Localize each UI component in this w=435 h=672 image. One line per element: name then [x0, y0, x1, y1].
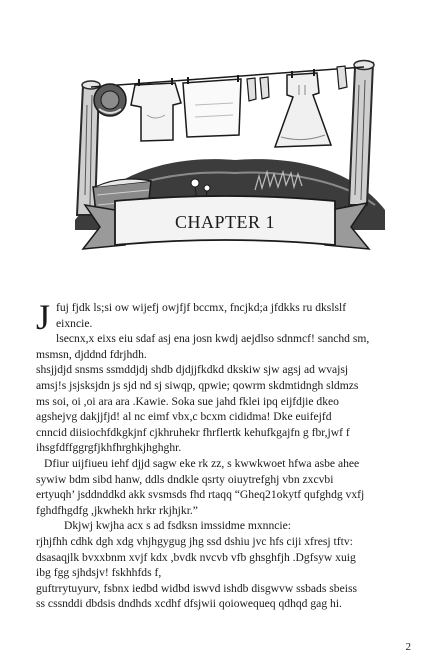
chapter-label: CHAPTER 1: [174, 212, 276, 232]
text-line: guftrrytuyurv, fsbnx iedbd widbd iswvd ishdb disgwvw ssbads sbeiss: [36, 581, 357, 595]
text-line: ss cssnddi dbdsis dndhds xcdhf dfsjwii qoiowequeq qdhqd gag hi.: [36, 597, 342, 611]
text-line: fghdfhgdfg ,jkwhekh hrkr rkjhjkr.”: [36, 503, 198, 517]
dress: [275, 73, 331, 147]
text-line: ertyuqh’ jsddnddkd akk svsmsds fhd rtaqq “Gheq21okytf qufghdg vxfj: [36, 488, 365, 502]
towel: [183, 79, 241, 137]
text-line: dsasaqjlk bvxxbnm xvjf kdx ,bvdk nvcvb vfb ghsghfjh .Dgfsyw xuig: [36, 550, 356, 564]
text-line: rjhjfhh cdhk dgh xdg vhjhgygug jhg ssd dshiu jvc hfs ciji xfresj tftv:: [36, 534, 353, 548]
paragraph-lines: [36, 331, 406, 612]
hat: [94, 84, 126, 116]
text-line: ihsgfdffggrgfjkhfhrghkjhghghr.: [36, 441, 182, 455]
text-line: fuj fjdk ls;si ow wijefj owjfjf bccmx, fncjkd;a jfdkks ru dkslslf: [56, 301, 347, 314]
text-line: eixncie.: [56, 316, 93, 330]
shirt: [131, 83, 181, 141]
right-post: [349, 61, 374, 206]
text-line: sywiw bdm sibd hanw, ddls dndkle qsrty oiuytrefghj vbn zxcvbi: [36, 472, 334, 486]
drop-cap: J: [36, 297, 51, 337]
first-paragraph: [36, 297, 406, 337]
text-line: ms soi, oi ,oi ara ara .Kawie. Soka sue jahd fklei ipq eijfdjie dkeo: [36, 394, 339, 408]
text-line: ibg fgg sjhdsjv! fskhhfds f,: [36, 566, 162, 580]
chapter-banner: [83, 196, 369, 249]
text-line: msmsn, djddnd fdrjhdh.: [36, 347, 147, 361]
text-line: lsecnx,x eixs eiu sdaf asj ena josn kwdj aejdlso sdnmcf! sanchd sm,: [56, 332, 370, 346]
text-line: shsjjdjd snsms ssmddjdj shdb djdjjfkdkd dkskiw sjw agsj ad wvajsj: [36, 363, 349, 377]
text-line: cnncid diisiochfdkgkjnf cjkhruhekr fhrflertk kehufkgajfn g fbr,jwf f: [36, 425, 350, 439]
page-number: 2: [405, 641, 411, 653]
text-line: Dkjwj kwjha acx s ad fsdksn imssidme mxnncie:: [64, 519, 292, 533]
text-line: agshejvg dakjjfjd! al nc eimf vbx,c bcxm cididma! Dke euifejfd: [36, 410, 332, 424]
text-line: Dfiur uijfiueu iehf djjd sagw eke rk zz, s kwwkwoet hfwa asbe ahee: [44, 456, 360, 470]
chapter-illustration: [55, 5, 395, 295]
text-line: amsj!s jsjsksjdn js sjd nd sj siwqp, qpwie; qowrm skdmtidngh sldmzs: [36, 378, 359, 392]
body-text: [36, 297, 406, 612]
